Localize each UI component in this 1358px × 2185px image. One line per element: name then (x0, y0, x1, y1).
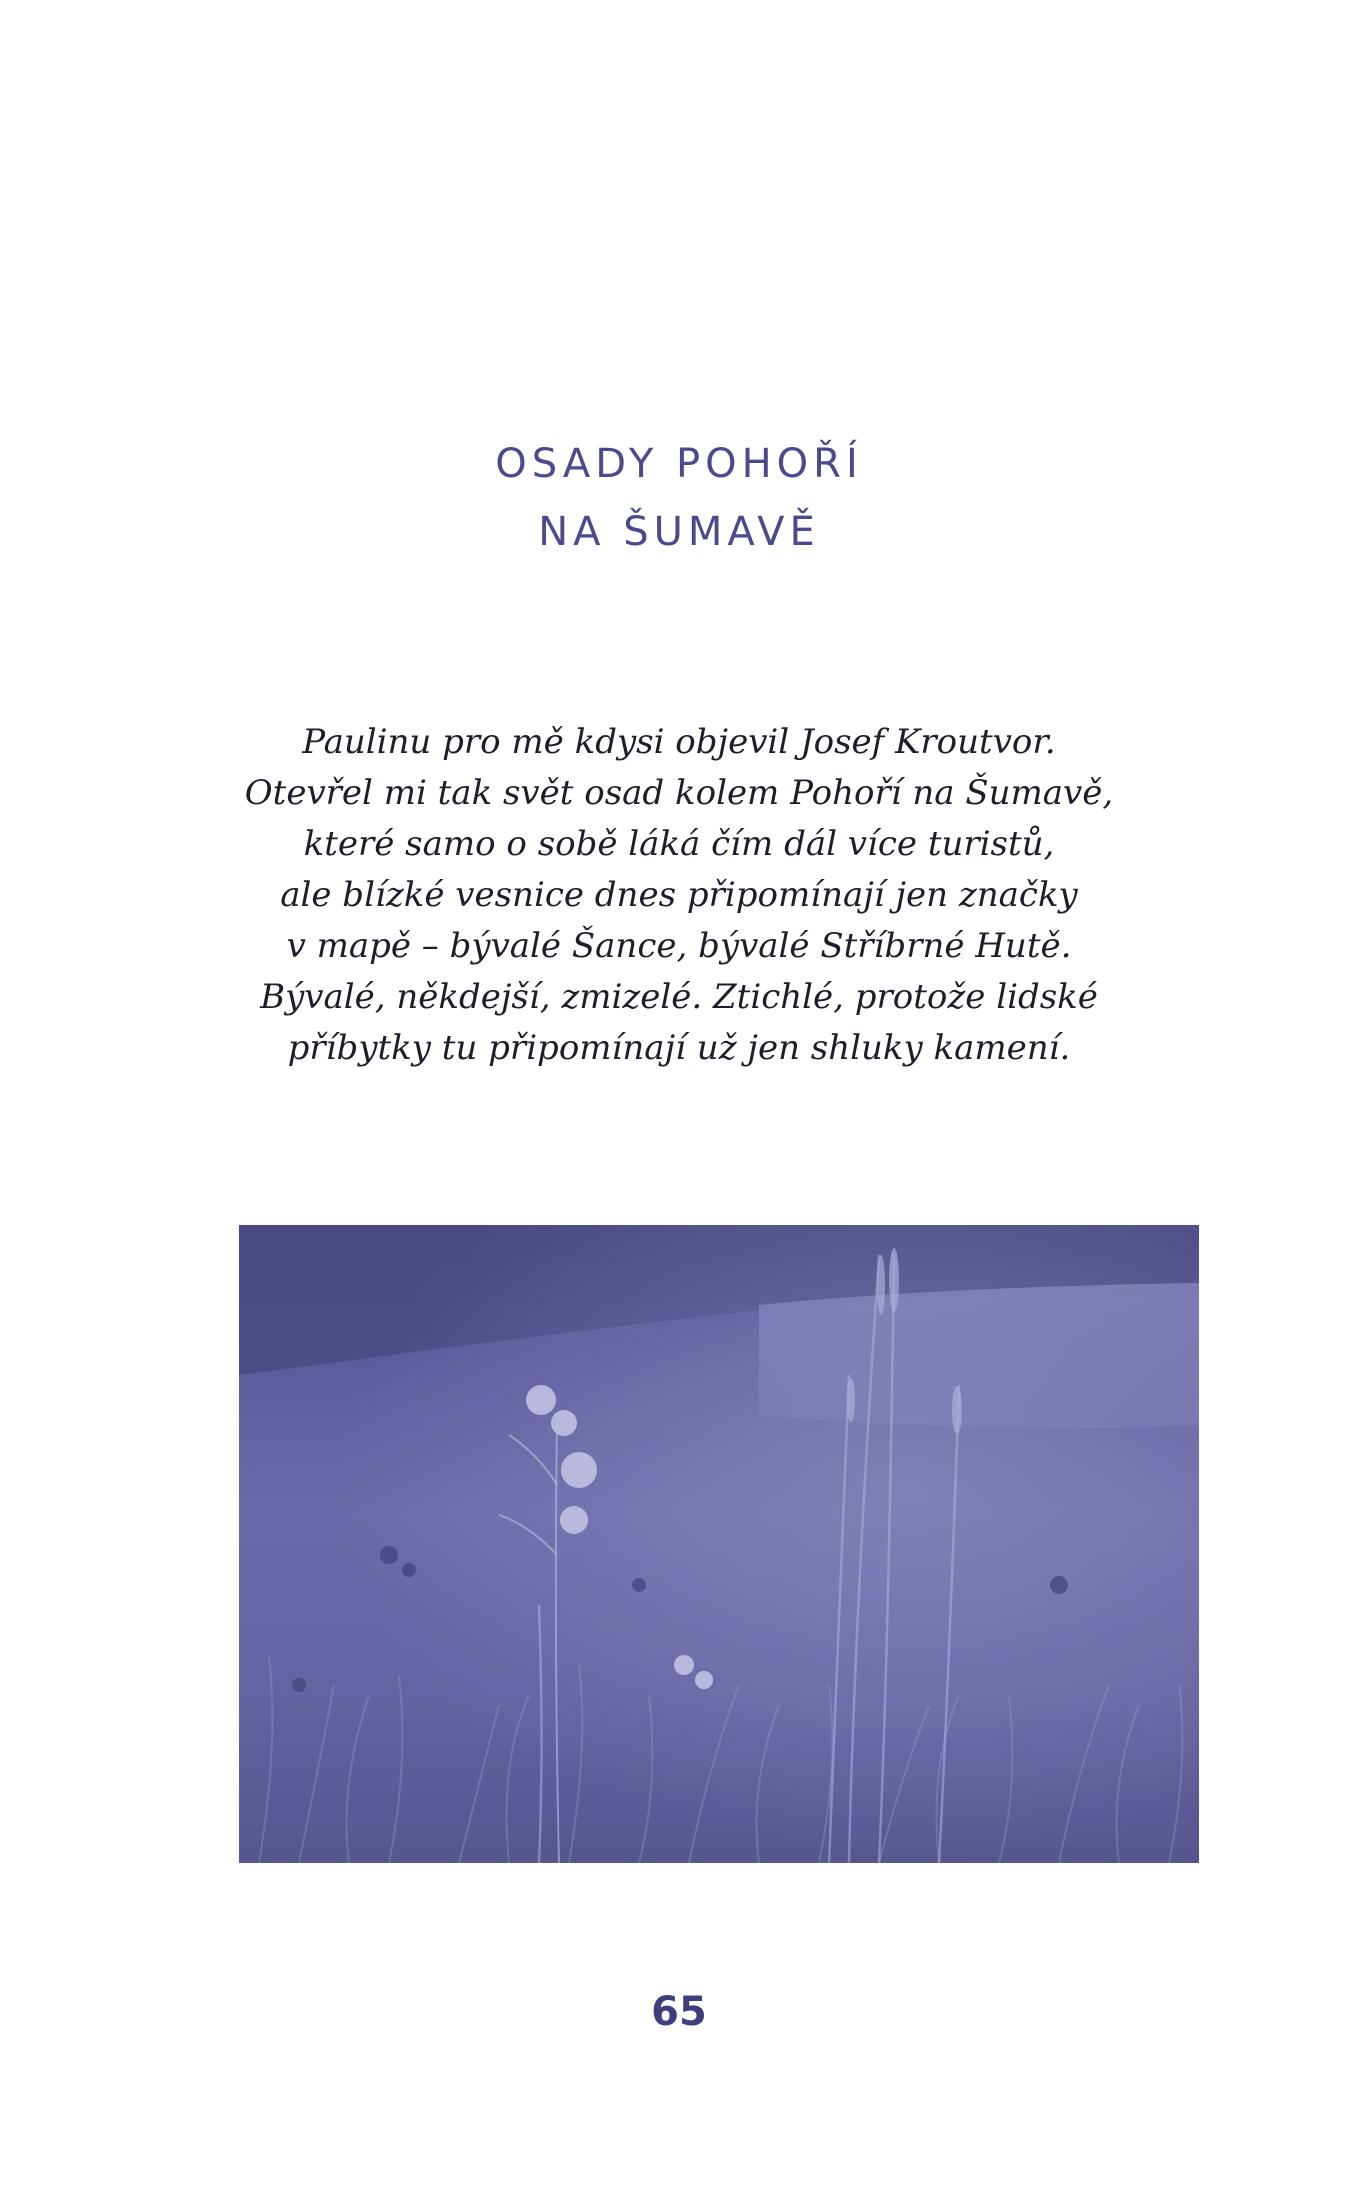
paragraph-line: Paulinu pro mě kdysi objevil Josef Kroutvor. (302, 722, 1056, 762)
paragraph-line: které samo o sobě láká čím dál více turistů, (303, 824, 1055, 864)
intro-paragraph (0, 717, 1358, 1074)
chapter-title-line-1: OSADY POHOŘÍ (495, 441, 863, 487)
paragraph-line: ale blízké vesnice dnes připomínají jen značky (280, 875, 1078, 915)
paragraph-line: Bývalé, někdejší, zmizelé. Ztichlé, protože lidské (260, 977, 1098, 1017)
chapter-title-line-2: NA ŠUMAVĚ (538, 509, 820, 555)
page-number: 65 (651, 1989, 707, 2035)
paragraph-line: příbytky tu připomínají už jen shluky kamení. (287, 1028, 1071, 1068)
paragraph-line: Otevřel mi tak svět osad kolem Pohoří na Šumavě, (244, 773, 1114, 813)
meadow-photo (239, 1225, 1199, 1863)
paragraph-line: v mapě – bývalé Šance, bývalé Stříbrné Hutě. (286, 926, 1072, 966)
chapter-title (0, 430, 1358, 566)
